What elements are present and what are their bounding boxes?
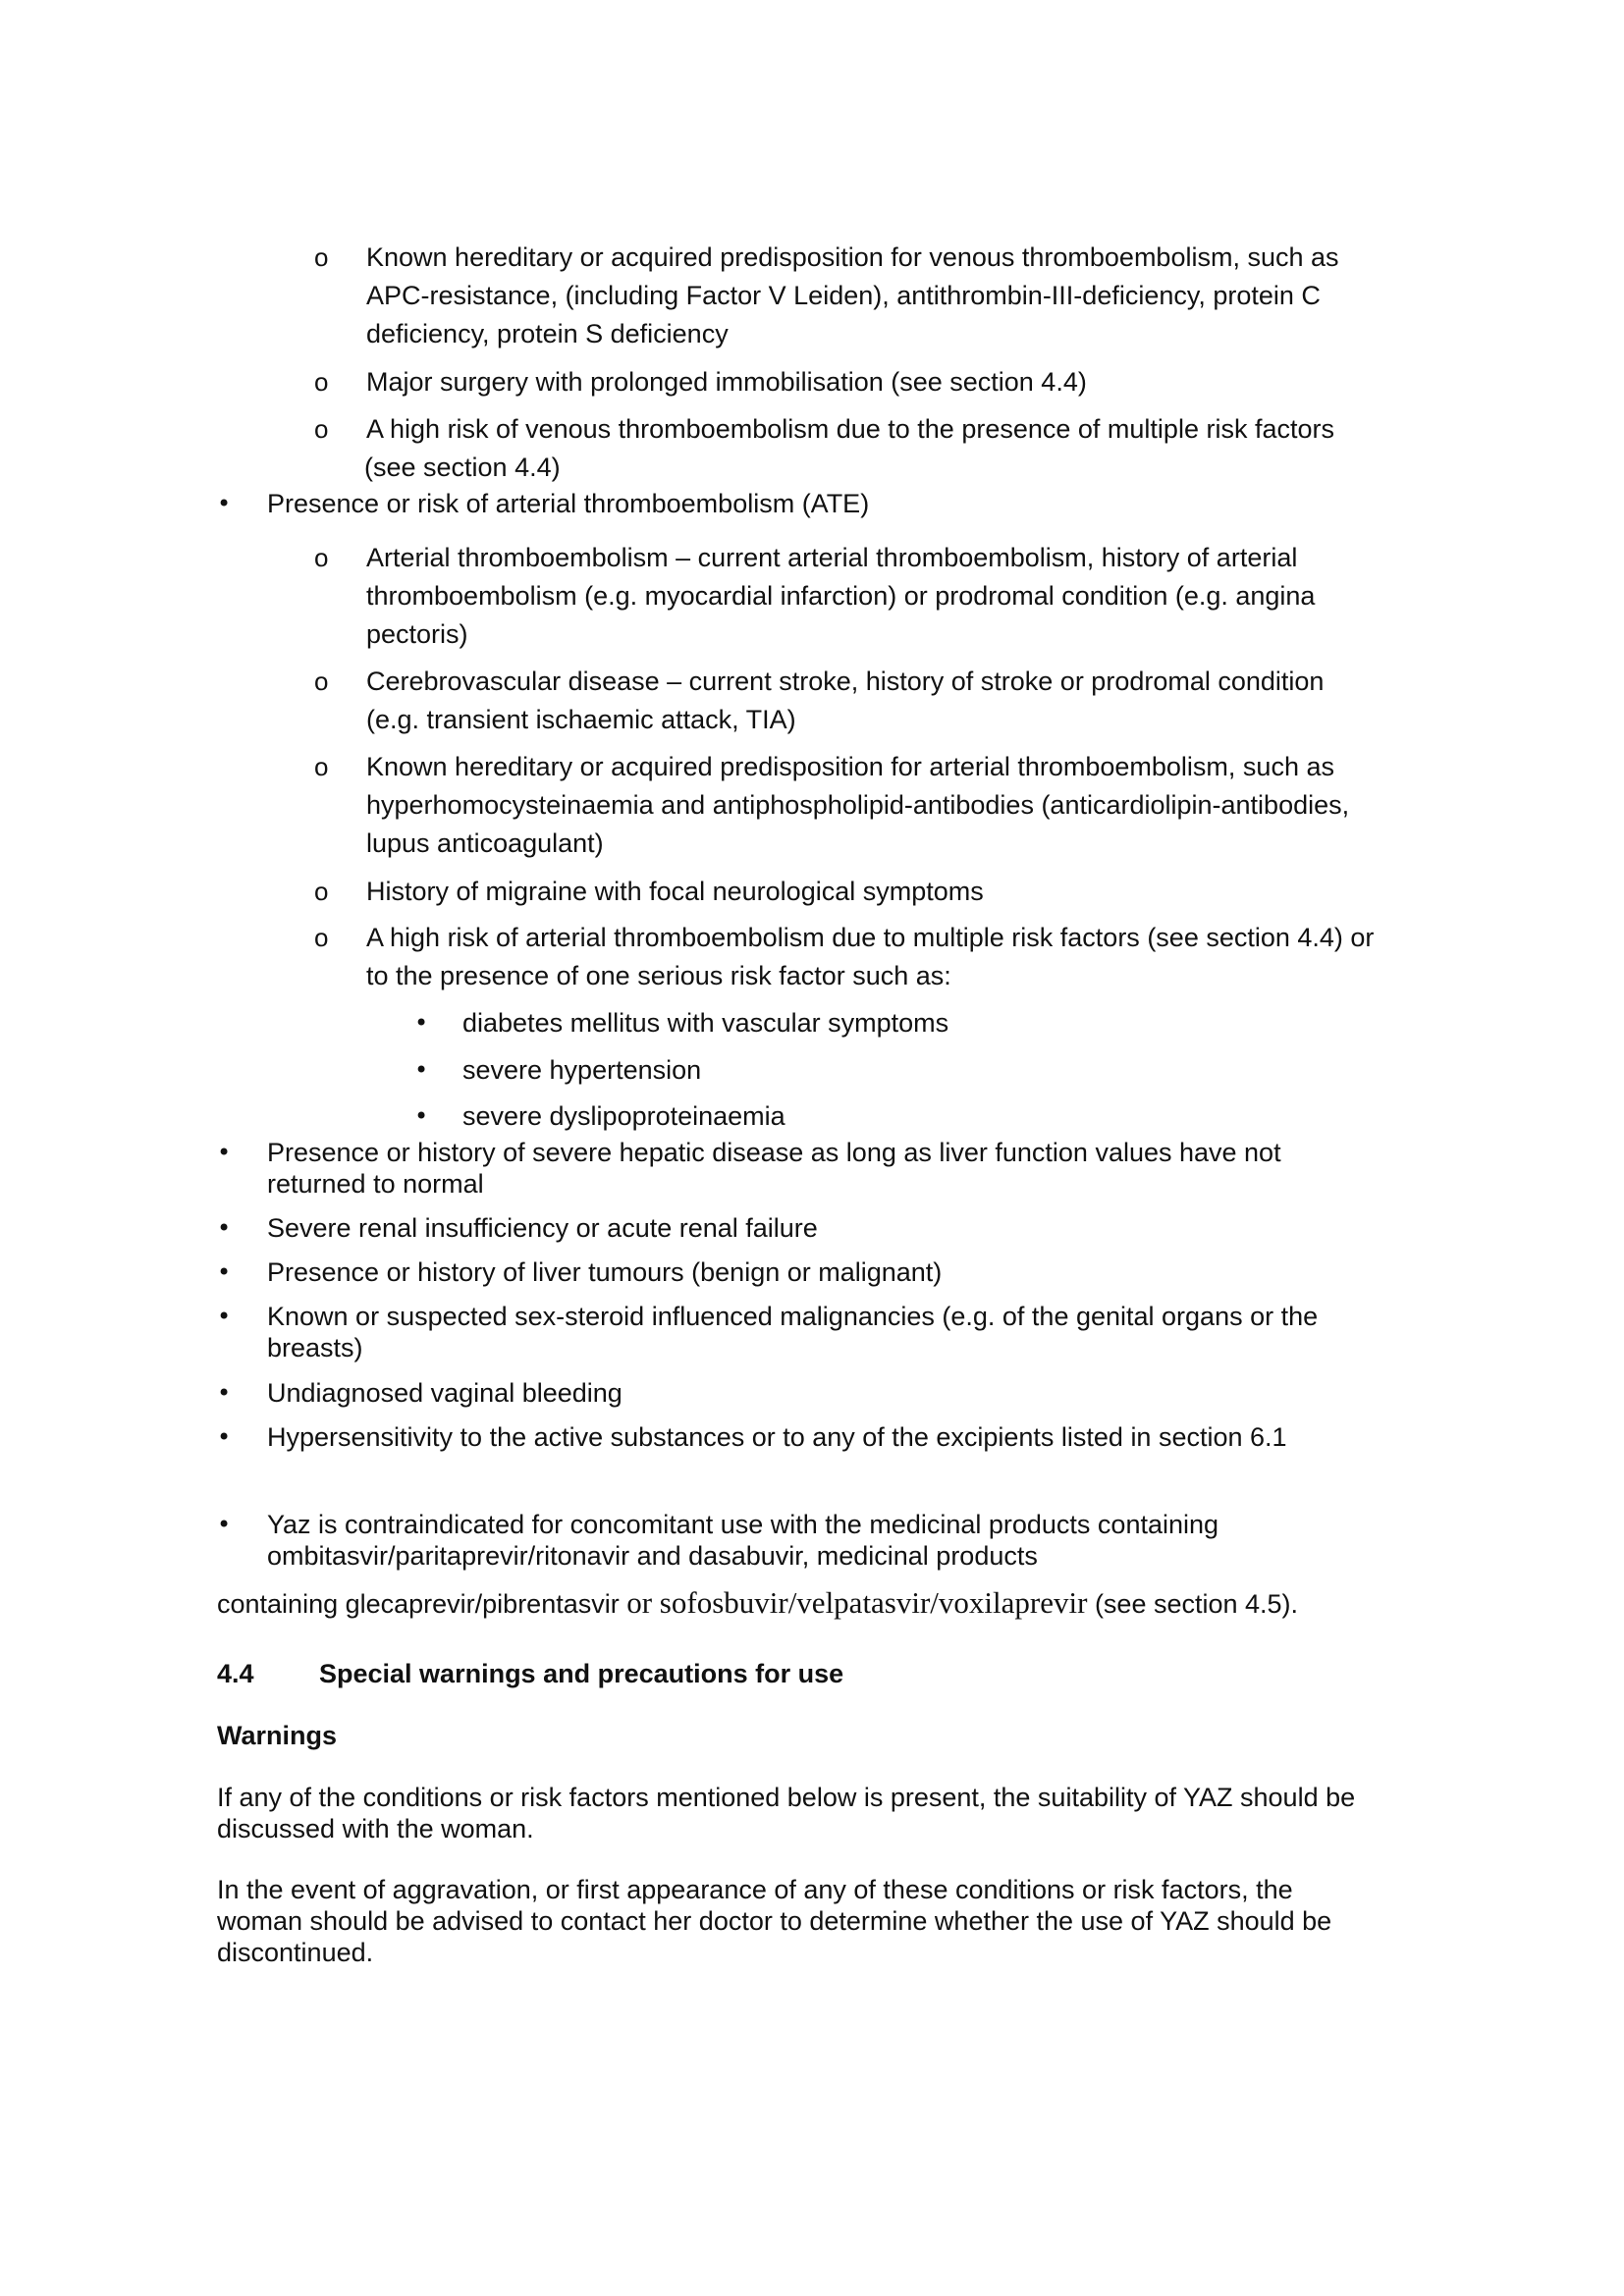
list-item-line: Arterial thromboembolism – current arterial thromboembolism, history of arterial [366,543,1298,572]
list-item-line: diabetes mellitus with vascular symptoms [462,1008,949,1038]
list-item-line: returned to normal [267,1169,484,1199]
list-item-line: deficiency, protein S deficiency [366,319,729,348]
paragraph-line: discussed with the woman. [217,1814,534,1843]
list-item-line: Cerebrovascular disease – current stroke, history of stroke or prodromal condition [366,667,1325,696]
list-item-line: (e.g. transient ischaemic attack, TIA) [366,705,796,734]
paragraph-line: If any of the conditions or risk factors mentioned below is present, the suitability of YAZ should be [217,1783,1356,1812]
paragraph-line: discontinued. [217,1938,374,1967]
circle-bullet-icon: o [314,242,329,272]
circle-bullet-icon: o [314,667,329,696]
list-item-line: severe dyslipoproteinaemia [462,1101,785,1131]
list-item-line: severe hypertension [462,1055,702,1085]
list-item-line: breasts) [267,1333,363,1362]
bullet-icon: • [414,1102,429,1130]
list-item-line: to the presence of one serious risk factor such as: [366,961,951,990]
list-item-line: (see section 4.4) [364,453,561,482]
circle-bullet-icon: o [314,414,329,444]
bullet-icon: • [217,1303,232,1330]
list-item-line: A high risk of venous thromboembolism due to the presence of multiple risk factors [366,414,1334,444]
bullet-icon: • [217,1511,232,1538]
list-item-line [217,1587,1298,1620]
list-item-line: lupus anticoagulant) [366,828,604,858]
list-item-line: Severe renal insufficiency or acute renal failure [267,1213,818,1243]
list-item-line: Undiagnosed vaginal bleeding [267,1378,623,1408]
list-item-line: hyperhomocysteinaemia and antiphospholipid-antibodies (anticardiolipin-antibodies, [366,790,1350,820]
bullet-icon: • [217,1258,232,1286]
list-item-line: Presence or history of severe hepatic disease as long as liver function values have not [267,1138,1281,1167]
paragraph-line: In the event of aggravation, or first appearance of any of these conditions or risk factors, the [217,1875,1293,1904]
list-item-line: Known hereditary or acquired predisposition for arterial thromboembolism, such as [366,752,1334,781]
section-number: 4.4 [217,1659,254,1688]
bullet-icon: • [217,1139,232,1166]
list-item-line: Known hereditary or acquired predisposition for venous thromboembolism, such as [366,242,1339,272]
list-item-line: A high risk of arterial thromboembolism due to multiple risk factors (see section 4.4) or [366,923,1375,952]
list-item-line: Hypersensitivity to the active substances or to any of the excipients listed in section 6.1 [267,1422,1287,1452]
yaz-line3-serif: or sofosbuvir/velpatasvir/voxilaprevir [626,1585,1088,1620]
list-item-line: pectoris) [366,619,468,649]
paragraph-line: woman should be advised to contact her doctor to determine whether the use of YAZ should be [217,1906,1332,1936]
circle-bullet-icon: o [314,923,329,952]
list-item-line: Presence or history of liver tumours (benign or malignant) [267,1257,943,1287]
circle-bullet-icon: o [314,543,329,572]
bullet-icon: • [217,1214,232,1242]
yaz-line3-start: containing glecaprevir/pibrentasvir [217,1589,627,1619]
list-item-line: Yaz is contraindicated for concomitant use with the medicinal products containing [267,1510,1219,1539]
bullet-icon: • [414,1009,429,1037]
bullet-icon: • [217,1379,232,1407]
list-item-line: APC-resistance, (including Factor V Leiden), antithrombin-III-deficiency, protein C [366,281,1321,310]
bullet-icon: • [414,1056,429,1084]
circle-bullet-icon: o [314,877,329,906]
subsection-heading: Warnings [217,1721,338,1750]
list-item-line: Known or suspected sex-steroid influenced malignancies (e.g. of the genital organs or the [267,1302,1319,1331]
list-item-line: History of migraine with focal neurological symptoms [366,877,984,906]
yaz-line3-end: (see section 4.5). [1087,1589,1299,1619]
bullet-icon: • [217,490,232,517]
list-item-line: thromboembolism (e.g. myocardial infarction) or prodromal condition (e.g. angina [366,581,1316,611]
bullet-icon: • [217,1423,232,1451]
list-item-line: ombitasvir/paritaprevir/ritonavir and dasabuvir, medicinal products [267,1541,1038,1571]
section-title: Special warnings and precautions for use [319,1659,844,1688]
circle-bullet-icon: o [314,752,329,781]
list-item-line: Presence or risk of arterial thromboembolism (ATE) [267,489,870,518]
circle-bullet-icon: o [314,367,329,397]
list-item-line: Major surgery with prolonged immobilisation (see section 4.4) [366,367,1087,397]
